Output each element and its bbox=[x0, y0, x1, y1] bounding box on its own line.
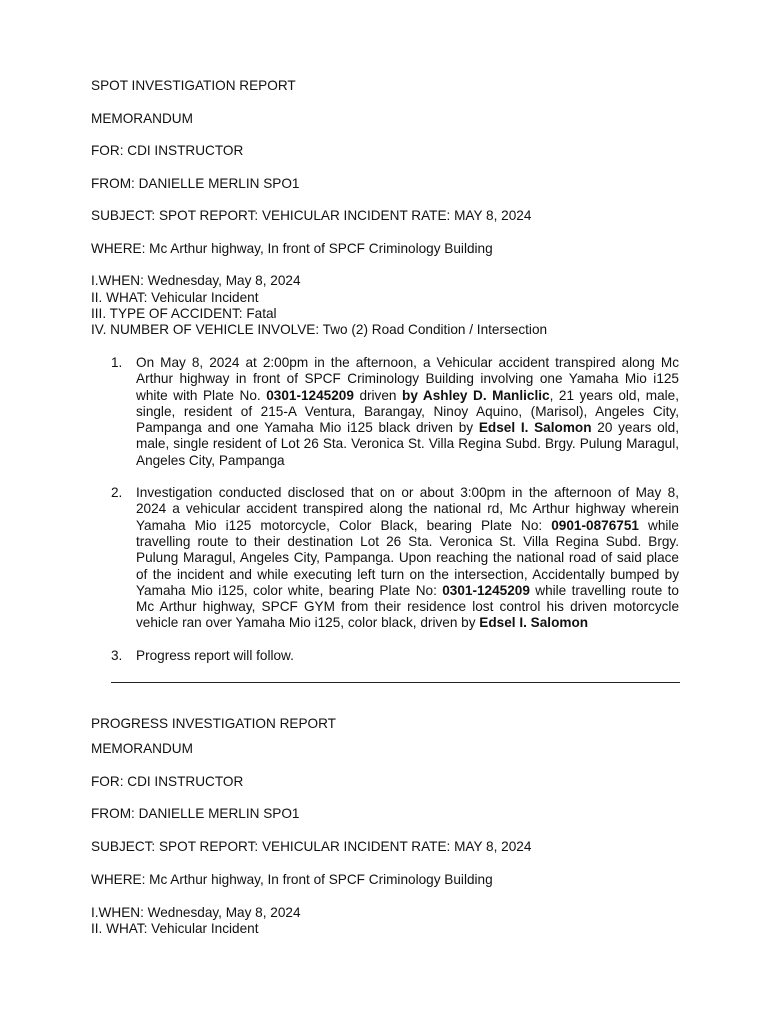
plate-number: 0901-0876751 bbox=[551, 517, 639, 533]
plate-number: 0301-1245209 bbox=[442, 582, 530, 598]
item-text: driven bbox=[353, 387, 403, 403]
progress-for-line: FOR: CDI INSTRUCTOR bbox=[91, 774, 244, 789]
plate-number: 0301-1245209 bbox=[266, 387, 354, 403]
driver-name: Edsel I. Salomon bbox=[479, 615, 589, 631]
spot-report-items bbox=[111, 355, 679, 664]
item-text: , 21 years old, male, single, resident of 215-A Ventura, Barangay, Ninoy Aquino, (Marisol), Angeles City, Pampanga and one Yamaha Mio i125 black driven by bbox=[136, 387, 680, 436]
spot-type-line: III. TYPE OF ACCIDENT: Fatal bbox=[91, 306, 277, 321]
spot-report-title: SPOT INVESTIGATION REPORT bbox=[91, 78, 296, 93]
spot-subject-line: SUBJECT: SPOT REPORT: VEHICULAR INCIDENT RATE: MAY 8, 2024 bbox=[91, 208, 532, 223]
spot-where-line: WHERE: Mc Arthur highway, In front of SPCF Criminology Building bbox=[91, 241, 493, 256]
item-number: 3. bbox=[111, 647, 123, 663]
report-item bbox=[111, 355, 679, 469]
item-text: On May 8, 2024 at 2:00pm in the afternoon, a Vehicular accident transpired along Mc Arthur highway in front of SPCF Criminology Building involving one Yamaha Mio i125 white with Plate No. bbox=[136, 355, 679, 403]
spot-when-line: I.WHEN: Wednesday, May 8, 2024 bbox=[91, 273, 301, 288]
progress-subject-line: SUBJECT: SPOT REPORT: VEHICULAR INCIDENT RATE: MAY 8, 2024 bbox=[91, 839, 532, 854]
driver-name: by Ashley D. Manliclic bbox=[402, 387, 550, 403]
progress-what-line: II. WHAT: Vehicular Incident bbox=[91, 921, 259, 936]
report-item bbox=[111, 485, 679, 632]
spot-from-line: FROM: DANIELLE MERLIN SPO1 bbox=[91, 176, 300, 191]
progress-where-line: WHERE: Mc Arthur highway, In front of SPCF Criminology Building bbox=[91, 872, 493, 887]
item-text: while travelling route to Mc Arthur highway, SPCF GYM from their residence lost control his driven motorcycle vehicle ran over Yamaha Mio i125, color black, driven by bbox=[136, 582, 679, 631]
item-text: 20 years old, male, single resident of Lot 26 Sta. Veronica St. Villa Regina Subd. Brgy. Pulung Maragul, Angeles City, Pampanga bbox=[136, 420, 680, 468]
item-text: while travelling route to their destination Lot 26 Sta. Veronica St. Villa Regina Subd. Brgy. Pulung Maragul, Angeles City, Pampanga. Upon reaching the national road of said place of the incident and while executing left turn on the intersection, Accidentally bumped by Yamaha Mio i125, color white, bearing Plate No: bbox=[136, 517, 679, 598]
section-divider bbox=[111, 682, 680, 683]
item-number: 2. bbox=[111, 485, 123, 501]
spot-for-line: FOR: CDI INSTRUCTOR bbox=[91, 143, 244, 158]
progress-report-title: PROGRESS INVESTIGATION REPORT bbox=[91, 716, 336, 731]
item-text: Investigation conducted disclosed that on or about 3:00pm in the afternoon of May 8, 2024 a vehicular accident transpired along the national rd, Mc Arthur highway wherein Yamaha Mio i125 motorcycle, Color Black, bearing Plate No: bbox=[136, 485, 679, 533]
progress-from-line: FROM: DANIELLE MERLIN SPO1 bbox=[91, 806, 300, 821]
spot-what-line: II. WHAT: Vehicular Incident bbox=[91, 290, 259, 305]
progress-when-line: I.WHEN: Wednesday, May 8, 2024 bbox=[91, 905, 301, 920]
item-number: 1. bbox=[111, 355, 123, 370]
item-text: Progress report will follow. bbox=[136, 647, 294, 663]
spot-memo-label: MEMORANDUM bbox=[91, 111, 193, 126]
spot-vehicles-line: IV. NUMBER OF VEHICLE INVOLVE: Two (2) Road Condition / Intersection bbox=[91, 322, 548, 337]
progress-memo-label: MEMORANDUM bbox=[91, 741, 193, 756]
driver-name: Edsel I. Salomon bbox=[478, 420, 592, 436]
report-item bbox=[111, 648, 679, 664]
